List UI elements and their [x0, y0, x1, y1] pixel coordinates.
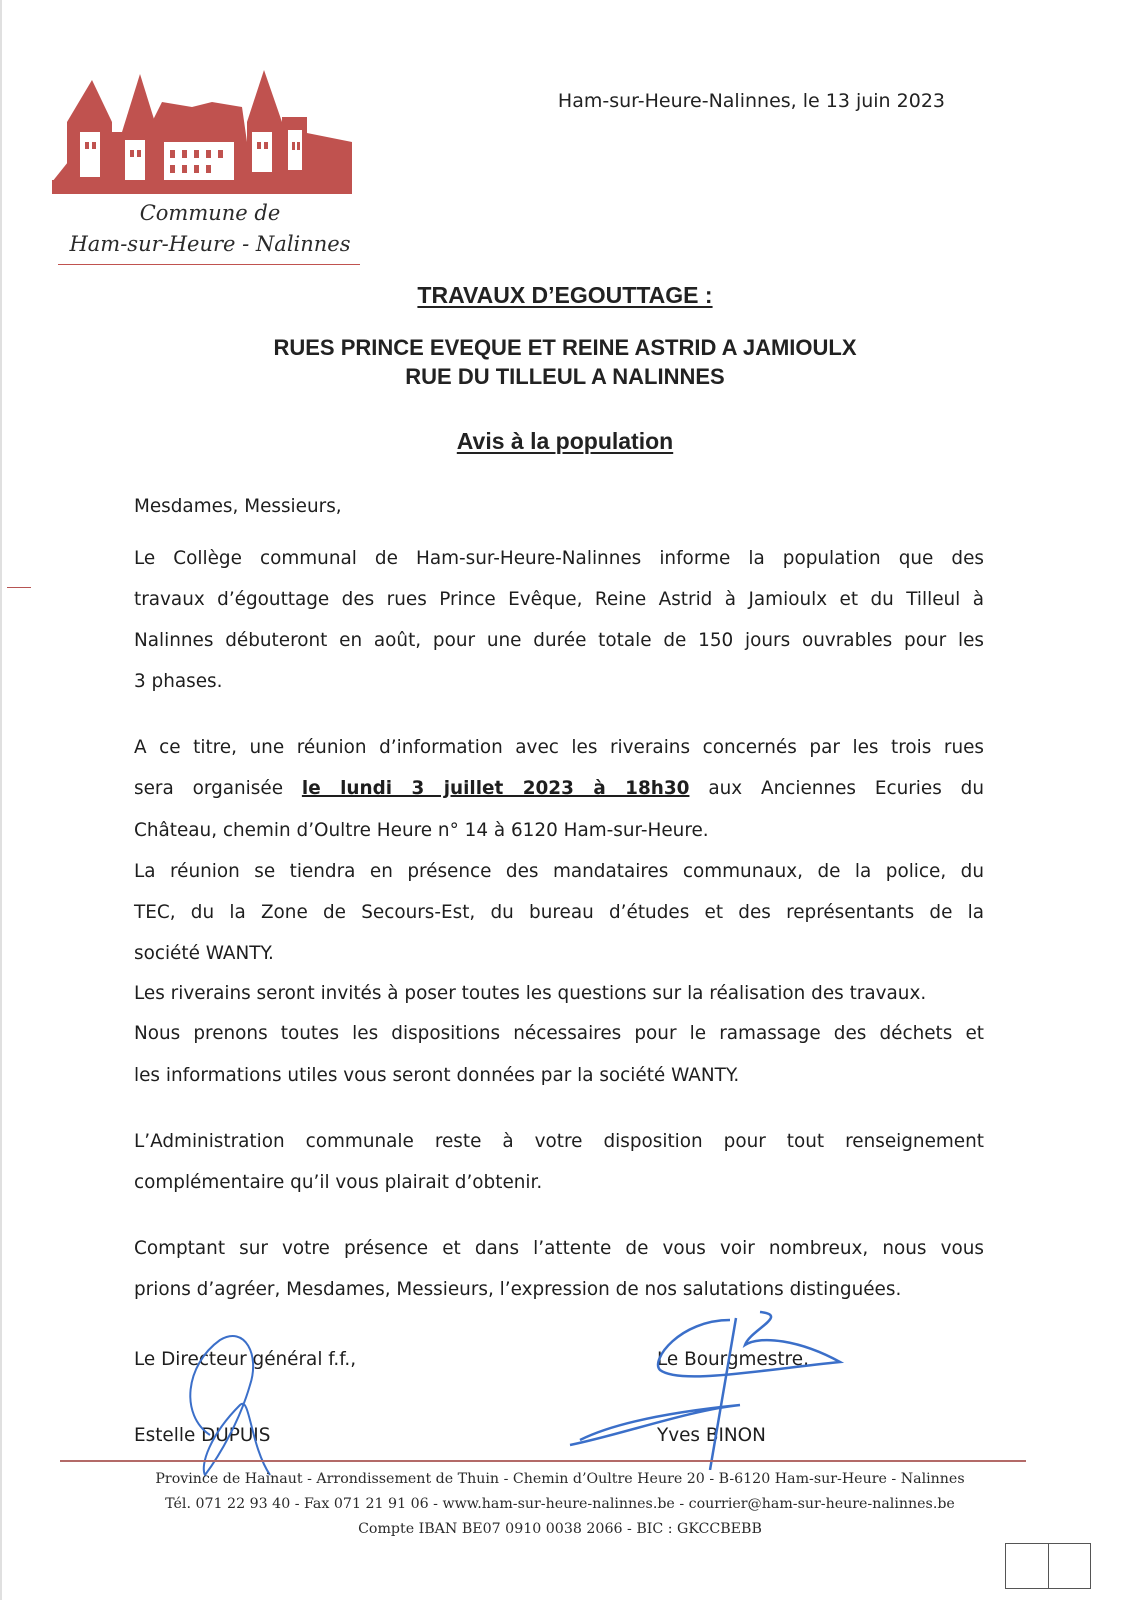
- p2-line-3: Château, chemin d’Oultre Heure n° 14 à 6120 Ham-sur-Heure.: [134, 820, 709, 841]
- salutation: Mesdames, Messieurs,: [134, 496, 342, 517]
- p2-line-1: A ce titre, une réunion d’information avec les riverains concernés par les trois rues: [134, 737, 984, 758]
- p1-line-4: 3 phases.: [134, 671, 223, 692]
- footer-divider: [60, 1460, 1026, 1462]
- main-title: [0, 282, 1130, 309]
- streets-line-1: RUES PRINCE EVEQUE ET REINE ASTRID A JAMIOULX: [273, 335, 857, 360]
- footer-bank: Compte IBAN BE07 0910 0038 2066 - BIC : GKCCBEBB: [358, 1521, 762, 1537]
- notice-title-text: Avis à la population: [456, 428, 674, 454]
- footer-address: Province de Hainaut - Arrondissement de Thuin - Chemin d’Oultre Heure 20 - B-6120 Ham-sur-Heure - Nalinnes: [155, 1471, 965, 1487]
- mayor-signature-icon: [560, 1310, 850, 1470]
- meeting-date: le lundi 3 juillet 2023 à 18h30: [301, 778, 690, 799]
- p1-line-2: travaux d’égouttage des rues Prince Evêque, Reine Astrid à Jamioulx et du Tilleul à: [134, 589, 984, 610]
- page-stamp-box: [1005, 1543, 1091, 1589]
- logo-divider: [58, 264, 360, 265]
- place-date: Ham-sur-Heure-Nalinnes, le 13 juin 2023: [557, 90, 945, 112]
- p2-line-4: La réunion se tiendra en présence des mandataires communaux, de la police, du: [134, 861, 984, 882]
- p2-line-2-after: aux Anciennes Ecuries du: [708, 778, 984, 799]
- p2-line-9: les informations utiles vous seront données par la société WANTY.: [134, 1065, 740, 1086]
- commune-name-line1: Commune de: [139, 201, 281, 225]
- commune-name-line2: Ham-sur-Heure - Nalinnes: [69, 232, 351, 256]
- p2-line-2-before: sera organisée: [134, 778, 284, 799]
- page-edge: [0, 0, 2, 1600]
- p2-line-7: Les riverains seront invités à poser toutes les questions sur la réalisation des travaux.: [134, 983, 927, 1004]
- p2-line-2: [134, 768, 984, 810]
- mayor-name: Yves BINON: [657, 1425, 766, 1446]
- stamp-cell: [1006, 1544, 1049, 1588]
- castle-logo-icon: [52, 62, 352, 197]
- notice-title: [0, 428, 1130, 455]
- p3-line-1: L’Administration communale reste à votre disposition pour tout renseignement: [134, 1131, 984, 1152]
- fold-mark: [7, 587, 31, 588]
- streets-line-2: RUE DU TILLEUL A NALINNES: [405, 364, 725, 389]
- p2-line-5: TEC, du la Zone de Secours-Est, du bureau d’études et des représentants de la: [134, 902, 984, 923]
- p4-line-1: Comptant sur votre présence et dans l’attente de vous voir nombreux, nous vous: [134, 1238, 984, 1259]
- footer-contact: Tél. 071 22 93 40 - Fax 071 21 91 06 - www.ham-sur-heure-nalinnes.be - courrier@ham-sur-heure-nalinnes.be: [165, 1496, 955, 1512]
- p1-line-1: Le Collège communal de Ham-sur-Heure-Nalinnes informe la population que des: [134, 548, 984, 569]
- main-title-text: TRAVAUX D’EGOUTTAGE :: [417, 282, 713, 308]
- p4-line-2: prions d’agréer, Mesdames, Messieurs, l’expression de nos salutations distinguées.: [134, 1279, 902, 1300]
- p1-line-3: Nalinnes débuteront en août, pour une durée totale de 150 jours ouvrables pour les: [134, 630, 984, 651]
- p2-line-8: Nous prenons toutes les dispositions nécessaires pour le ramassage des déchets et: [134, 1023, 984, 1044]
- p3-line-2: complémentaire qu’il vous plairait d’obtenir.: [134, 1172, 543, 1193]
- stamp-cell: [1049, 1544, 1091, 1588]
- director-title: Le Directeur général f.f.,: [134, 1349, 357, 1370]
- director-name: Estelle DUPUIS: [134, 1425, 271, 1446]
- p2-line-6: société WANTY.: [134, 943, 274, 964]
- mayor-title: Le Bourgmestre,: [657, 1349, 809, 1370]
